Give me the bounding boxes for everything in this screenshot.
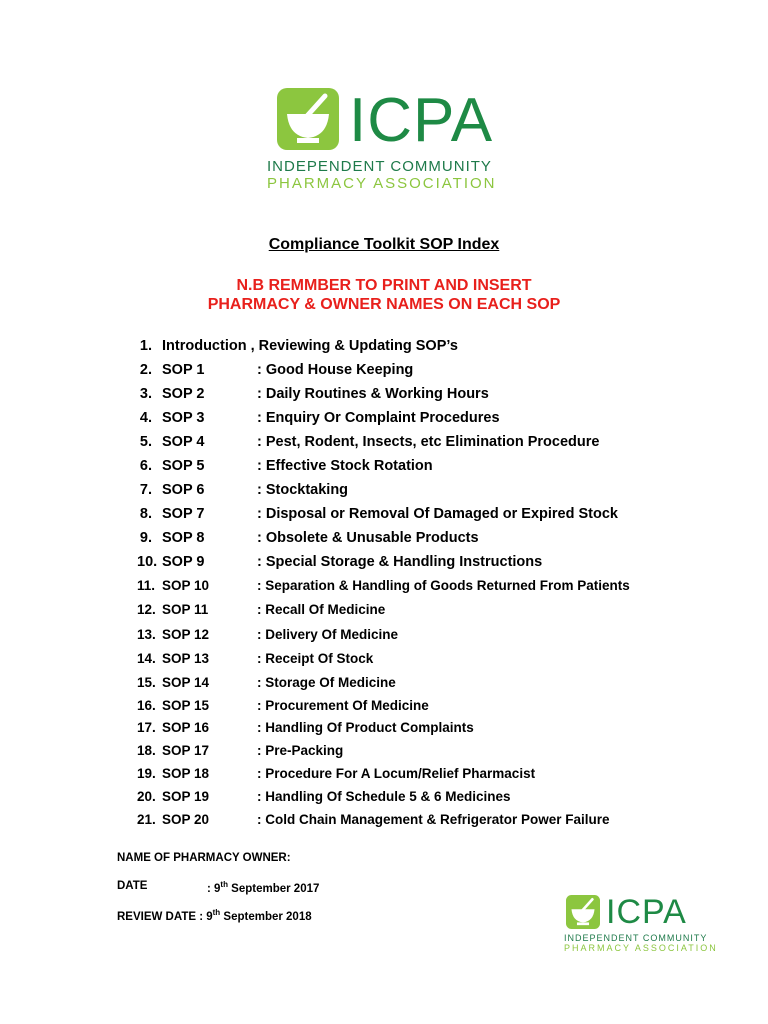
logo-wordmark: ICPA (606, 893, 687, 931)
item-number: 21. (137, 812, 156, 827)
date-label: DATE (117, 880, 148, 892)
sop-code: SOP 15 (162, 698, 210, 713)
logo-tagline-1: INDEPENDENT COMMUNITY (564, 933, 708, 943)
sop-description: : Enquiry Or Complaint Procedures (257, 410, 500, 426)
item-number: 19. (137, 766, 156, 781)
sop-code: SOP 9 (162, 554, 205, 570)
sop-description: : Special Storage & Handling Instructions (257, 554, 543, 570)
icpa-logo-small (566, 895, 718, 953)
sop-description: : Separation & Handling of Goods Returned From Patients (257, 578, 630, 593)
review-date-field (117, 908, 312, 923)
mortar-pestle-icon (277, 88, 339, 150)
item-number: 13. (137, 627, 156, 642)
logo-tagline-2: PHARMACY ASSOCIATION (267, 175, 497, 192)
logo-tagline-2: PHARMACY ASSOCIATION (564, 943, 718, 953)
logo-wordmark: ICPA (349, 86, 494, 155)
item-number: 6. (139, 458, 152, 474)
sop-description: : Delivery Of Medicine (257, 627, 399, 642)
sop-description: : Recall Of Medicine (257, 602, 386, 617)
sop-code: SOP 1 (162, 362, 205, 378)
sop-code: SOP 8 (162, 530, 205, 546)
item-number: 7. (139, 482, 152, 498)
item-number: 2. (139, 362, 152, 378)
sop-description: : Daily Routines & Working Hours (257, 386, 489, 402)
item-number: 20. (137, 789, 156, 804)
page-title: Compliance Toolkit SOP Index (268, 236, 500, 253)
warning-line-2: PHARMACY & OWNER NAMES ON EACH SOP (207, 296, 561, 313)
item-number: 3. (139, 386, 152, 402)
sop-code: SOP 3 (162, 410, 205, 426)
sop-code: SOP 14 (162, 675, 210, 690)
sop-description: : Procedure For A Locum/Relief Pharmacist (257, 766, 536, 781)
sop-description: : Receipt Of Stock (257, 651, 374, 666)
sop-code: SOP 16 (162, 720, 210, 735)
item-number: 17. (137, 720, 156, 735)
sop-description: : Storage Of Medicine (257, 675, 396, 690)
sop-description: : Good House Keeping (257, 362, 414, 378)
sop-description: : Disposal or Removal Of Damaged or Expired Stock (257, 506, 618, 522)
sop-code: SOP 18 (162, 766, 210, 781)
sop-code: SOP 13 (162, 651, 210, 666)
print-warning (0, 276, 768, 314)
sop-description: : Obsolete & Unusable Products (257, 530, 479, 546)
item-number: 11. (137, 578, 156, 593)
owner-name-field (117, 852, 291, 864)
sop-code: SOP 20 (162, 812, 210, 827)
sop-description: : Pre-Packing (257, 743, 344, 758)
owner-label: NAME OF PHARMACY OWNER: (117, 852, 291, 864)
sop-code: Introduction , Reviewing & Updating SOP’s (162, 338, 458, 354)
item-number: 16. (137, 698, 156, 713)
item-number: 8. (139, 506, 152, 522)
sop-description: : Cold Chain Management & Refrigerator Power Failure (257, 812, 610, 827)
sop-description: : Effective Stock Rotation (257, 458, 433, 474)
sop-description: : Pest, Rodent, Insects, etc Elimination Procedure (257, 434, 600, 450)
sop-code: SOP 7 (162, 506, 205, 522)
item-number: 15. (137, 675, 156, 690)
sop-description: : Stocktaking (257, 482, 349, 498)
item-number: 9. (139, 530, 152, 546)
item-number: 12. (137, 602, 156, 617)
item-number: 5. (139, 434, 152, 450)
mortar-pestle-icon (566, 895, 600, 929)
sop-code: SOP 11 (162, 602, 209, 617)
warning-line-1: N.B REMMBER TO PRINT AND INSERT (236, 277, 532, 294)
item-number: 4. (139, 410, 152, 426)
date-field (117, 880, 320, 895)
sop-code: SOP 17 (162, 743, 210, 758)
sop-description: : Handling Of Schedule 5 & 6 Medicines (257, 789, 511, 804)
sop-code: SOP 4 (162, 434, 205, 450)
sop-code: SOP 12 (162, 627, 210, 642)
sop-code: SOP 10 (162, 578, 210, 593)
sop-code: SOP 5 (162, 458, 205, 474)
icpa-logo (267, 86, 497, 192)
review-date-value: REVIEW DATE : 9th September 2018 (117, 908, 312, 923)
sop-description: : Handling Of Product Complaints (257, 720, 474, 735)
item-number: 1. (139, 338, 152, 354)
logo-tagline-1: INDEPENDENT COMMUNITY (267, 158, 492, 175)
sop-description: : Procurement Of Medicine (257, 698, 429, 713)
sop-code: SOP 19 (162, 789, 210, 804)
sop-code: SOP 2 (162, 386, 205, 402)
sop-code: SOP 6 (162, 482, 205, 498)
item-number: 10. (137, 554, 158, 570)
date-value: : 9th September 2017 (207, 880, 320, 895)
item-number: 14. (137, 651, 156, 666)
item-number: 18. (137, 743, 156, 758)
